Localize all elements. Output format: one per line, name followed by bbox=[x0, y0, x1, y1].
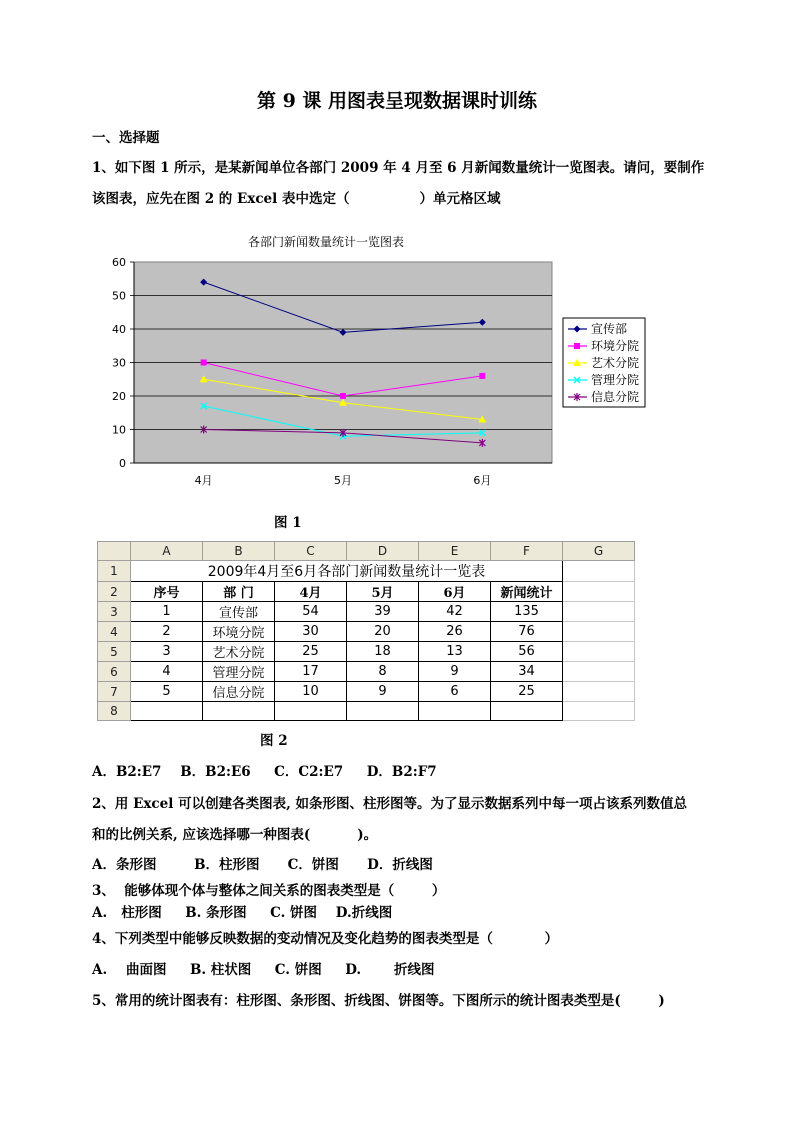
option-a: A．B2:E7 bbox=[92, 764, 162, 780]
q1-options bbox=[92, 760, 437, 780]
header-cell[interactable]: 序号 bbox=[131, 582, 203, 602]
data-point bbox=[201, 360, 207, 366]
y-tick-label: 30 bbox=[112, 356, 126, 370]
header-cell[interactable]: 部 门 bbox=[203, 582, 275, 602]
cell[interactable]: 20 bbox=[347, 622, 419, 642]
q3-options: A. 柱形图 B. 条形图 C. 饼图 D.折线图 bbox=[92, 905, 393, 921]
empty-cell[interactable] bbox=[563, 602, 635, 622]
legend-label: 宣传部 bbox=[591, 322, 628, 336]
cell[interactable]: 25 bbox=[491, 682, 563, 702]
empty-cell[interactable] bbox=[563, 622, 635, 642]
col-header-e[interactable]: E bbox=[419, 542, 491, 561]
empty-cell[interactable] bbox=[563, 662, 635, 682]
cell[interactable]: 1 bbox=[131, 602, 203, 622]
q3-text: 3、 能够体现个体与整体之间关系的图表类型是（ ） bbox=[92, 883, 446, 899]
data-point bbox=[574, 343, 580, 349]
cell[interactable]: 环境分院 bbox=[203, 622, 275, 642]
data-point bbox=[479, 373, 485, 379]
cell[interactable]: 54 bbox=[275, 602, 347, 622]
option-d: D．B2:F7 bbox=[366, 764, 437, 780]
cell[interactable]: 135 bbox=[491, 602, 563, 622]
row-number[interactable]: 1 bbox=[98, 561, 131, 582]
cell[interactable]: 9 bbox=[419, 662, 491, 682]
row-number[interactable]: 2 bbox=[98, 582, 131, 602]
sheet-merged-title[interactable]: 2009年4月至6月各部门新闻数量统计一览表 bbox=[131, 561, 563, 582]
row-number[interactable]: 7 bbox=[98, 682, 131, 702]
col-header-a[interactable]: A bbox=[131, 542, 203, 561]
data-point bbox=[340, 393, 346, 399]
table-row bbox=[98, 682, 635, 702]
col-header-f[interactable]: F bbox=[491, 542, 563, 561]
cell[interactable]: 39 bbox=[347, 602, 419, 622]
q2-line1: 2、用 Excel 可以创建各类图表, 如条形图、柱形图等。为了显示数据系列中每一项占该系列数值总 bbox=[92, 796, 687, 812]
option-c: C．C2:E7 bbox=[274, 764, 344, 780]
q2-options: A．条形图 B．柱形图 C．饼图 D．折线图 bbox=[92, 857, 433, 873]
empty-cell[interactable] bbox=[563, 642, 635, 662]
cell[interactable]: 3 bbox=[131, 642, 203, 662]
empty-cell[interactable] bbox=[563, 561, 635, 582]
cell[interactable]: 5 bbox=[131, 682, 203, 702]
empty-cell[interactable] bbox=[419, 702, 491, 721]
cell[interactable]: 56 bbox=[491, 642, 563, 662]
q1-line1: 1、如下图 1 所示，是某新闻单位各部门 2009 年 4 月至 6 月新闻数量统计一览图表。请问，要制作 bbox=[92, 160, 705, 176]
empty-cell[interactable] bbox=[563, 582, 635, 602]
q4-text: 4、下列类型中能够反映数据的变动情况及变化趋势的图表类型是（ ） bbox=[92, 931, 559, 947]
row-number[interactable]: 3 bbox=[98, 602, 131, 622]
row-number[interactable]: 4 bbox=[98, 622, 131, 642]
q1-line2 bbox=[92, 187, 500, 207]
table-row bbox=[98, 642, 635, 662]
chart-title: 各部门新闻数量统计一览图表 bbox=[247, 235, 405, 249]
legend-label: 艺术分院 bbox=[591, 356, 640, 370]
page-title: 第 9 课 用图表呈现数据课时训练 bbox=[256, 90, 538, 112]
cell[interactable]: 信息分院 bbox=[203, 682, 275, 702]
q4-options: A. 曲面图 B. 柱状图 C. 饼图 D. 折线图 bbox=[92, 962, 435, 978]
row-number[interactable]: 8 bbox=[98, 702, 131, 721]
col-header-c[interactable]: C bbox=[275, 542, 347, 561]
q2-line2: 和的比例关系, 应该选择哪一种图表( )。 bbox=[92, 827, 378, 843]
y-tick-label: 20 bbox=[112, 390, 126, 403]
cell[interactable]: 42 bbox=[419, 602, 491, 622]
figure-1-caption: 图 1 bbox=[274, 515, 302, 531]
section-heading: 一、选择题 bbox=[92, 130, 160, 146]
cell[interactable]: 宣传部 bbox=[203, 602, 275, 622]
option-b: B．B2:E6 bbox=[180, 764, 251, 780]
legend-label: 管理分院 bbox=[591, 373, 640, 387]
header-cell[interactable]: 6月 bbox=[419, 582, 491, 602]
spreadsheet bbox=[97, 541, 635, 721]
y-tick-label: 10 bbox=[112, 423, 126, 437]
x-tick-label: 4月 bbox=[194, 474, 213, 487]
table-row bbox=[98, 622, 635, 642]
col-header-d[interactable]: D bbox=[347, 542, 419, 561]
cell[interactable]: 76 bbox=[491, 622, 563, 642]
cell[interactable]: 管理分院 bbox=[203, 662, 275, 682]
figure-2-caption: 图 2 bbox=[260, 733, 288, 749]
q1-line2-end: ）单元格区域 bbox=[419, 191, 501, 207]
table-row bbox=[98, 561, 635, 582]
header-cell[interactable]: 5月 bbox=[347, 582, 419, 602]
empty-cell[interactable] bbox=[347, 702, 419, 721]
corner-cell[interactable] bbox=[98, 542, 131, 561]
col-header-b[interactable]: B bbox=[203, 542, 275, 561]
empty-cell[interactable] bbox=[563, 682, 635, 702]
q5-text: 5、常用的统计图表有：柱形图、条形图、折线图、饼图等。下图所示的统计图表类型是( ) bbox=[92, 993, 665, 1009]
q1-line2-start: 该图表，应先在图 2 的 Excel 表中选定（ bbox=[92, 191, 350, 207]
empty-cell[interactable] bbox=[131, 702, 203, 721]
table-row bbox=[98, 582, 635, 602]
y-tick-label: 50 bbox=[112, 289, 126, 303]
column-header-row bbox=[98, 542, 635, 561]
empty-cell[interactable] bbox=[563, 702, 635, 721]
table-row bbox=[98, 662, 635, 682]
cell[interactable]: 9 bbox=[347, 682, 419, 702]
cell[interactable]: 艺术分院 bbox=[203, 642, 275, 662]
col-header-g[interactable]: G bbox=[563, 542, 635, 561]
table-row bbox=[98, 702, 635, 721]
row-number[interactable]: 5 bbox=[98, 642, 131, 662]
header-cell[interactable]: 4月 bbox=[275, 582, 347, 602]
cell[interactable]: 2 bbox=[131, 622, 203, 642]
y-tick-label: 60 bbox=[112, 256, 126, 269]
cell[interactable]: 34 bbox=[491, 662, 563, 682]
cell[interactable]: 10 bbox=[275, 682, 347, 702]
empty-cell[interactable] bbox=[275, 702, 347, 721]
cell[interactable]: 17 bbox=[275, 662, 347, 682]
cell[interactable]: 6 bbox=[419, 682, 491, 702]
cell[interactable]: 13 bbox=[419, 642, 491, 662]
x-tick-label: 6月 bbox=[473, 474, 492, 487]
cell[interactable]: 18 bbox=[347, 642, 419, 662]
y-tick-label: 40 bbox=[112, 323, 126, 336]
empty-cell[interactable] bbox=[491, 702, 563, 721]
y-tick-label: 0 bbox=[119, 457, 126, 470]
x-tick-label: 5月 bbox=[334, 474, 352, 487]
header-cell[interactable]: 新闻统计 bbox=[491, 582, 563, 602]
cell[interactable]: 26 bbox=[419, 622, 491, 642]
cell[interactable]: 25 bbox=[275, 642, 347, 662]
table-row bbox=[98, 602, 635, 622]
cell[interactable]: 4 bbox=[131, 662, 203, 682]
cell[interactable]: 30 bbox=[275, 622, 347, 642]
line-chart bbox=[100, 228, 660, 498]
legend-label: 信息分院 bbox=[591, 390, 640, 404]
row-number[interactable]: 6 bbox=[98, 662, 131, 682]
empty-cell[interactable] bbox=[203, 702, 275, 721]
legend-label: 环境分院 bbox=[591, 339, 640, 353]
cell[interactable]: 8 bbox=[347, 662, 419, 682]
